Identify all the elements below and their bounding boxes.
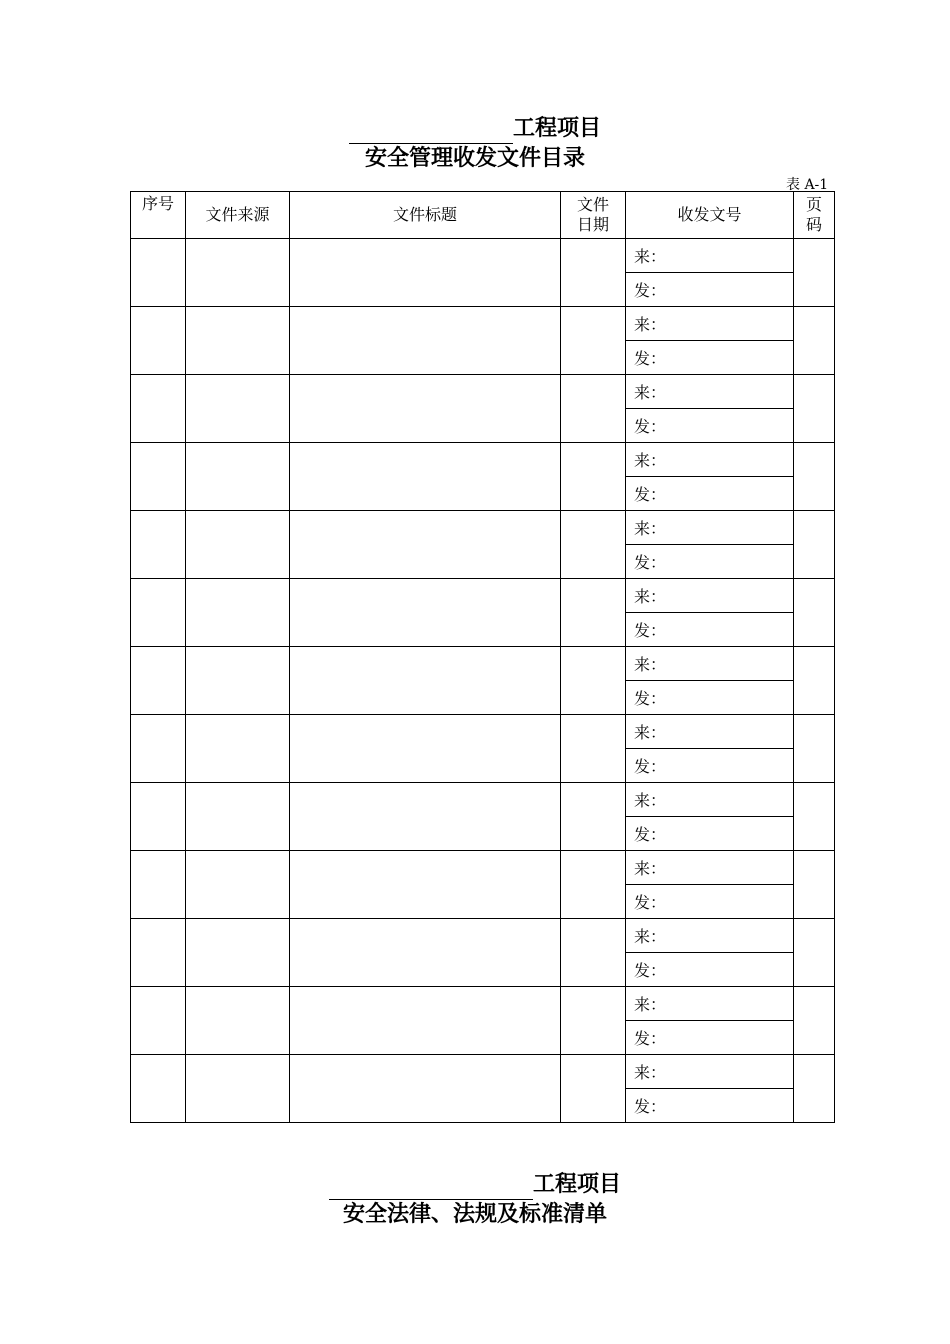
cell-incoming-no[interactable]: 来： (626, 307, 794, 341)
cell-outgoing-no[interactable]: 发： (626, 953, 794, 987)
project-name-blank (349, 117, 513, 144)
header-date-line1: 文件 (576, 195, 609, 214)
cell-date[interactable] (561, 715, 626, 783)
header-page-line2: 码 (805, 215, 822, 234)
table-row (131, 987, 835, 1021)
cell-incoming-no[interactable]: 来： (626, 851, 794, 885)
cell-seq[interactable] (131, 647, 186, 715)
cell-outgoing-no[interactable]: 发： (626, 409, 794, 443)
cell-title[interactable] (290, 1055, 561, 1123)
cell-seq[interactable] (131, 919, 186, 987)
cell-source[interactable] (186, 375, 290, 443)
cell-source[interactable] (186, 647, 290, 715)
cell-page[interactable] (794, 783, 835, 851)
table-row (131, 647, 835, 681)
cell-outgoing-no[interactable]: 发： (626, 341, 794, 375)
document-catalog-table (130, 191, 835, 1123)
project-suffix: 工程项目 (512, 116, 601, 141)
cell-page[interactable] (794, 919, 835, 987)
cell-title[interactable] (290, 851, 561, 919)
table-row (131, 511, 835, 545)
cell-seq[interactable] (131, 375, 186, 443)
cell-page[interactable] (794, 511, 835, 579)
cell-incoming-no[interactable]: 来： (626, 919, 794, 953)
cell-date[interactable] (561, 375, 626, 443)
cell-title[interactable] (290, 919, 561, 987)
cell-outgoing-no[interactable]: 发： (626, 477, 794, 511)
cell-date[interactable] (561, 443, 626, 511)
cell-incoming-no[interactable]: 来： (626, 375, 794, 409)
cell-incoming-no[interactable]: 来： (626, 987, 794, 1021)
document-title-2: 安全法律、法规及标准清单 (342, 1202, 607, 1227)
table-row (131, 783, 835, 817)
cell-date[interactable] (561, 647, 626, 715)
project-suffix-2: 工程项目 (532, 1172, 621, 1197)
cell-source[interactable] (186, 239, 290, 307)
cell-seq[interactable] (131, 511, 186, 579)
cell-date[interactable] (561, 239, 626, 307)
table-row (131, 443, 835, 477)
header-row (131, 192, 835, 239)
cell-incoming-no[interactable]: 来： (626, 443, 794, 477)
cell-title[interactable] (290, 647, 561, 715)
cell-outgoing-no[interactable]: 发： (626, 613, 794, 647)
table-row (131, 851, 835, 885)
cell-seq[interactable] (131, 307, 186, 375)
top-title-block (0, 114, 950, 174)
header-date (561, 192, 626, 239)
cell-date[interactable] (561, 307, 626, 375)
cell-title[interactable] (290, 375, 561, 443)
cell-outgoing-no[interactable]: 发： (626, 1021, 794, 1055)
cell-page[interactable] (794, 647, 835, 715)
header-date-line2: 日期 (576, 215, 609, 234)
cell-outgoing-no[interactable]: 发： (626, 749, 794, 783)
header-seq: 序号 (131, 192, 186, 239)
table-row (131, 307, 835, 341)
cell-outgoing-no[interactable]: 发： (626, 273, 794, 307)
cell-page[interactable] (794, 987, 835, 1055)
cell-seq[interactable] (131, 1055, 186, 1123)
project-name-line-2 (0, 1170, 950, 1200)
cell-date[interactable] (561, 579, 626, 647)
cell-seq[interactable] (131, 715, 186, 783)
cell-title[interactable] (290, 239, 561, 307)
cell-source[interactable] (186, 715, 290, 783)
table-row (131, 715, 835, 749)
catalog-body (131, 239, 835, 1123)
cell-source[interactable] (186, 579, 290, 647)
cell-page[interactable] (794, 307, 835, 375)
cell-title[interactable] (290, 715, 561, 783)
cell-incoming-no[interactable]: 来： (626, 239, 794, 273)
cell-title[interactable] (290, 443, 561, 511)
project-name-line (0, 114, 950, 144)
cell-date[interactable] (561, 851, 626, 919)
cell-outgoing-no[interactable]: 发： (626, 885, 794, 919)
cell-incoming-no[interactable]: 来： (626, 1055, 794, 1089)
cell-source[interactable] (186, 1055, 290, 1123)
cell-page[interactable] (794, 715, 835, 783)
cell-page[interactable] (794, 579, 835, 647)
cell-page[interactable] (794, 239, 835, 307)
cell-outgoing-no[interactable]: 发： (626, 1089, 794, 1123)
cell-title[interactable] (290, 511, 561, 579)
cell-seq[interactable] (131, 239, 186, 307)
cell-source[interactable] (186, 851, 290, 919)
table-row (131, 239, 835, 273)
cell-source[interactable] (186, 443, 290, 511)
cell-incoming-no[interactable]: 来： (626, 647, 794, 681)
cell-seq[interactable] (131, 851, 186, 919)
table-row (131, 1055, 835, 1089)
cell-page[interactable] (794, 443, 835, 511)
cell-seq[interactable] (131, 987, 186, 1055)
cell-outgoing-no[interactable]: 发： (626, 817, 794, 851)
cell-page[interactable] (794, 375, 835, 443)
cell-incoming-no[interactable]: 来： (626, 783, 794, 817)
cell-incoming-no[interactable]: 来： (626, 715, 794, 749)
cell-source[interactable] (186, 919, 290, 987)
cell-date[interactable] (561, 919, 626, 987)
header-page-line1: 页 (805, 195, 822, 214)
cell-date[interactable] (561, 1055, 626, 1123)
header-source: 文件来源 (186, 192, 290, 239)
project-name-blank-2 (329, 1173, 533, 1200)
cell-incoming-no[interactable]: 来： (626, 579, 794, 613)
cell-title[interactable] (290, 579, 561, 647)
cell-date[interactable] (561, 511, 626, 579)
cell-source[interactable] (186, 783, 290, 851)
cell-seq[interactable] (131, 783, 186, 851)
table-row (131, 919, 835, 953)
cell-title[interactable] (290, 987, 561, 1055)
document-title: 安全管理收发文件目录 (364, 146, 585, 171)
cell-date[interactable] (561, 783, 626, 851)
cell-title[interactable] (290, 783, 561, 851)
header-title: 文件标题 (290, 192, 561, 239)
bottom-title-block (0, 1170, 950, 1230)
cell-seq[interactable] (131, 579, 186, 647)
cell-outgoing-no[interactable]: 发： (626, 681, 794, 715)
cell-source[interactable] (186, 511, 290, 579)
table-row (131, 375, 835, 409)
table-number: 表 A-1 (786, 177, 829, 193)
cell-seq[interactable] (131, 443, 186, 511)
cell-source[interactable] (186, 307, 290, 375)
cell-page[interactable] (794, 851, 835, 919)
header-docno: 收发文号 (626, 192, 794, 239)
cell-outgoing-no[interactable]: 发： (626, 545, 794, 579)
cell-title[interactable] (290, 307, 561, 375)
header-page (794, 192, 835, 239)
cell-date[interactable] (561, 987, 626, 1055)
cell-source[interactable] (186, 987, 290, 1055)
cell-page[interactable] (794, 1055, 835, 1123)
cell-incoming-no[interactable]: 来： (626, 511, 794, 545)
table-row (131, 579, 835, 613)
